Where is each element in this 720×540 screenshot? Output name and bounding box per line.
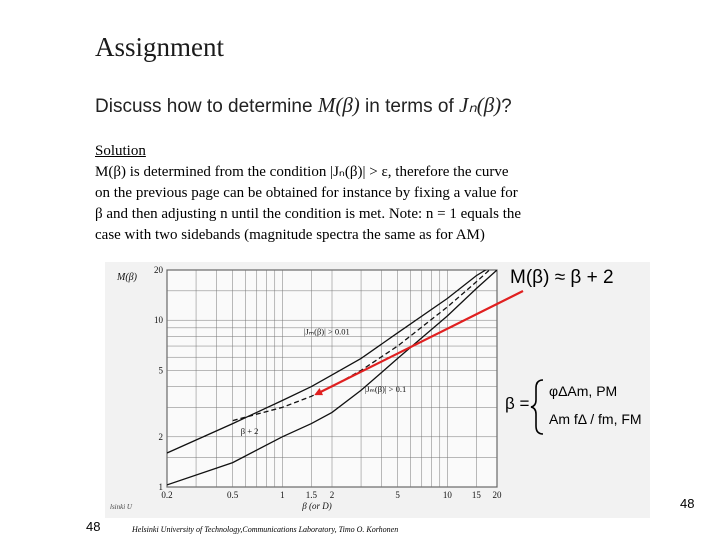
y-axis-label: M(β)	[117, 272, 137, 283]
slide-title: Assignment	[95, 32, 225, 62]
curve-label-01: |Jₘ(β)| > 0.1	[364, 384, 407, 395]
question-part-3: ?	[501, 96, 512, 117]
x-tick-label: 1.5	[305, 490, 318, 500]
cropped-caption-fragment: lsinki U	[110, 503, 132, 511]
beta-def-brace	[531, 380, 543, 434]
page-number-left: 48	[86, 519, 101, 534]
y-tick-label: 1	[158, 482, 163, 492]
x-tick-label: 2	[329, 490, 335, 500]
solution-line-3: β and then adjusting n until the condition is met. Note: n = 1 equals the	[95, 206, 522, 222]
x-tick-label: 20	[492, 490, 502, 500]
page-number-right: 48	[680, 496, 695, 511]
y-tick-label: 10	[154, 315, 163, 326]
x-axis-label: β (or D)	[302, 501, 332, 511]
chart-figure	[105, 262, 650, 518]
question-part-1: Discuss how to determine	[95, 96, 318, 117]
solution-block	[95, 141, 620, 246]
x-tick-label: 10	[442, 490, 452, 500]
x-tick-label: 1	[280, 490, 285, 500]
solution-heading: Solution	[95, 143, 146, 159]
x-tick-label: 5	[395, 490, 400, 500]
solution-line-4: case with two sidebands (magnitude spectra the same as for AM)	[95, 227, 485, 243]
question-jn-beta: Jₙ(β)	[459, 93, 502, 117]
solution-line-1: M(β) is determined from the condition |Jₙ(β)| > ε, therefore the curve	[95, 164, 509, 180]
curve-label-beta-plus-2: β + 2	[240, 425, 259, 436]
beta-def-fm: Am fΔ / fm, FM	[549, 411, 642, 427]
approx-formula: M(β) ≈ β + 2	[510, 267, 614, 288]
y-tick-label: 2	[158, 431, 163, 442]
question-part-2: in terms of	[359, 96, 460, 117]
question-text	[95, 92, 512, 120]
beta-def-pm: φΔAm, PM	[549, 383, 618, 399]
x-tick-label: 15	[471, 490, 481, 500]
x-tick-label: 0.2	[161, 490, 173, 500]
solution-line-2: on the previous page can be obtained for instance by fixing a value for	[95, 185, 518, 201]
footer-text: Helsinki University of Technology,Communications Laboratory, Timo O. Korhonen	[132, 525, 399, 534]
curve-label-001: |Jₘ(β)| > 0.01	[303, 326, 350, 337]
beta-def-lhs: β =	[505, 394, 530, 413]
chart-svg	[105, 262, 650, 518]
y-tick-label: 5	[158, 365, 163, 376]
x-tick-label: 0.5	[227, 490, 239, 500]
question-m-beta: M(β)	[317, 93, 360, 117]
y-tick-label: 20	[154, 265, 163, 275]
